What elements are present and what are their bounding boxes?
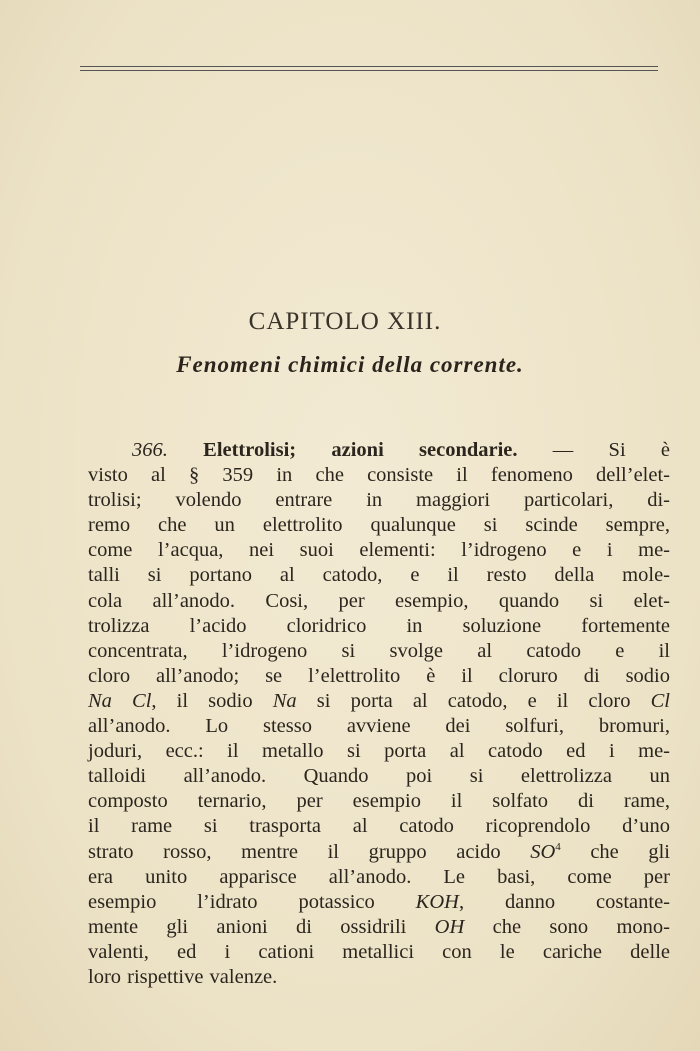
section-title: Elettrolisi; azioni secondarie.	[203, 439, 518, 461]
text-line	[88, 689, 670, 714]
text-segment: strato rosso, mentre il gruppo acido	[88, 840, 531, 863]
text-segment: joduri, ecc.: il metallo si porta al catodo ed i me-	[88, 740, 670, 763]
chemical-formula: Cl	[650, 689, 670, 712]
text-segment: che gli	[560, 840, 670, 863]
text-segment: il rame si trasporta al catodo ricoprendolo d’uno	[88, 815, 670, 838]
chemical-formula: OH	[434, 915, 465, 938]
text-segment: cloro all’anodo; se l’elettrolito è il cloruro di sodio	[88, 664, 670, 687]
text-segment	[168, 439, 203, 461]
text-segment: loro rispettive valenze.	[88, 965, 278, 988]
text-line	[88, 589, 670, 614]
text-segment: concentrata, l’idrogeno si svolge al catodo e il	[88, 639, 670, 662]
text-segment: valenti, ed i cationi metallici con le cariche delle	[88, 940, 670, 963]
text-line	[88, 488, 670, 513]
text-segment: all’anodo. Lo stesso avviene dei solfuri, bromuri,	[88, 715, 670, 738]
text-segment: talli si portano al catodo, e il resto della mole-	[88, 564, 670, 587]
text-line	[88, 840, 670, 865]
section-number: 366.	[132, 439, 168, 461]
text-line	[88, 463, 670, 488]
text-line	[88, 714, 670, 739]
paragraph-366	[88, 438, 670, 990]
text-line	[88, 789, 670, 814]
text-segment: come l’acqua, nei suoi elementi: l’idrogeno e i me-	[88, 539, 670, 562]
text-line	[88, 865, 670, 890]
subscript-index: 4	[555, 840, 561, 853]
text-segment: si porta al catodo, e il cloro	[296, 689, 651, 712]
text-segment: , danno costante-	[458, 890, 670, 913]
text-segment: remo che un elettrolito qualunque si scinde sempre,	[88, 514, 670, 537]
text-line	[88, 764, 670, 789]
text-segment: composto ternario, per esempio il solfato di rame,	[88, 790, 670, 813]
chemical-formula: Na Cl	[88, 689, 152, 712]
chemical-formula: Na	[272, 689, 297, 712]
text-segment: — Si è	[517, 439, 670, 461]
text-segment: visto al § 359 in che consiste il fenomeno dell’elet-	[88, 464, 670, 487]
text-segment: , il sodio	[151, 689, 273, 712]
text-segment: talloidi all’anodo. Quando poi si elettrolizza un	[88, 765, 670, 788]
text-line	[88, 739, 670, 764]
text-line	[88, 915, 670, 940]
header-rule-bottom	[80, 70, 658, 71]
text-line	[88, 438, 670, 463]
text-line	[88, 563, 670, 588]
text-line	[88, 513, 670, 538]
text-line	[88, 639, 670, 664]
text-line	[88, 814, 670, 839]
text-line	[88, 890, 670, 915]
chapter-subtitle: Fenomeni chimici della corrente.	[176, 352, 524, 377]
chapter-heading: CAPITOLO XIII.	[248, 308, 442, 335]
text-line	[88, 538, 670, 563]
text-line	[88, 664, 670, 689]
chemical-formula: KOH	[415, 890, 459, 913]
text-segment: trolizza l’acido cloridrico in soluzione fortemente	[88, 614, 670, 637]
header-rule-top	[80, 66, 658, 67]
chemical-formula: SO	[530, 840, 556, 863]
text-segment: che sono mono-	[464, 915, 670, 938]
text-line	[88, 940, 670, 965]
text-segment: mente gli anioni di ossidrili	[88, 915, 435, 938]
text-line	[88, 965, 670, 990]
text-segment: era unito apparisce all’anodo. Le basi, come per	[88, 865, 670, 888]
text-segment: cola all’anodo. Cosi, per esempio, quando si elet-	[88, 589, 670, 612]
text-segment: trolisi; volendo entrare in maggiori particolari, di-	[88, 489, 670, 512]
text-line	[88, 614, 670, 639]
text-segment: esempio l’idrato potassico	[88, 890, 416, 913]
